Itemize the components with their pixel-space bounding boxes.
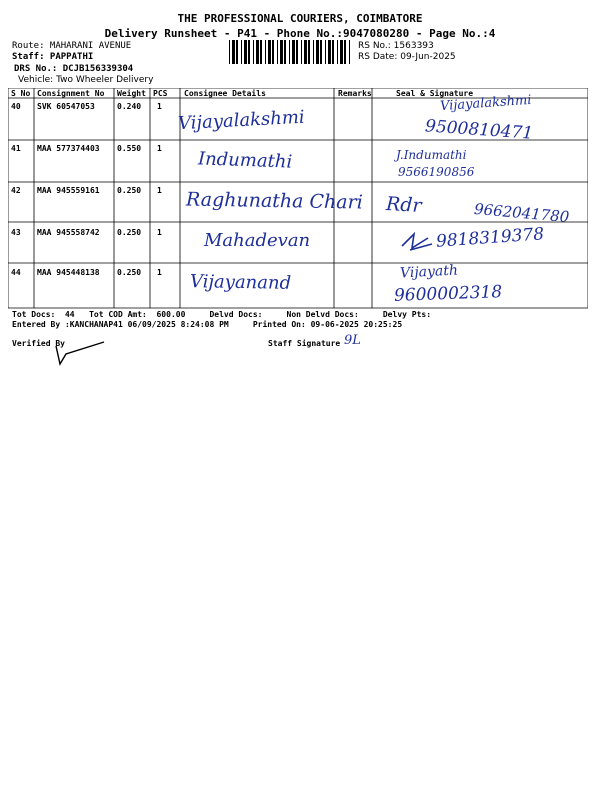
barcode-bar — [272, 40, 274, 64]
column-header-pcs: PCS — [153, 89, 168, 98]
row-weight: 0.550 — [117, 144, 142, 153]
barcode-bar — [328, 40, 331, 64]
barcode-bar — [316, 40, 319, 64]
barcode-bar — [268, 40, 271, 64]
phone-handwriting: 9662041780 — [473, 199, 571, 227]
barcode-bar — [232, 40, 235, 64]
row-pcs: 1 — [157, 228, 162, 237]
barcode-bar — [320, 40, 322, 64]
barcode-bar — [241, 40, 242, 64]
signature-handwriting: 9818319378 — [435, 224, 545, 252]
signature-handwriting: Vijayalakshmi — [439, 92, 532, 115]
barcode-bar — [244, 40, 247, 64]
row-sno: 41 — [11, 144, 21, 153]
signature-handwriting: J.Indumathi — [396, 148, 467, 162]
phone-handwriting: 9500810471 — [424, 116, 534, 144]
column-header-weight: Weight — [117, 89, 146, 98]
signature-handwriting: Vijayath — [399, 262, 459, 282]
column-header-signature: Seal & Signature — [396, 89, 474, 98]
row-consignment: SVK 60547053 — [37, 102, 95, 111]
drs-number-label: DRS No.: DCJB156339304 — [14, 64, 134, 74]
barcode-bar — [256, 40, 259, 64]
barcode-bar — [280, 40, 283, 64]
barcode-bar — [229, 40, 230, 64]
document-subtitle: Delivery Runsheet - P41 - Phone No.:9047080280 - Page No.:4 — [104, 27, 496, 40]
row-pcs: 1 — [157, 144, 162, 153]
row-sno: 43 — [11, 228, 21, 237]
barcode-bar — [265, 40, 266, 64]
barcode-bar — [332, 40, 334, 64]
column-header-consignment: Consignment No — [37, 89, 105, 98]
barcode-bar — [337, 40, 338, 64]
row-pcs: 1 — [157, 102, 162, 111]
barcode-bar — [260, 40, 262, 64]
barcode-bar — [308, 40, 310, 64]
column-header-sno: S No — [11, 89, 31, 98]
verified-signature-scribble — [54, 336, 110, 366]
barcode-bar — [292, 40, 295, 64]
consignee-handwriting: Raghunatha Chari — [185, 188, 363, 214]
verified-by-label: Verified By — [12, 339, 65, 348]
barcode-bar — [296, 40, 298, 64]
column-header-consignee: Consignee Details — [184, 89, 266, 98]
phone-handwriting: 9566190856 — [398, 165, 475, 179]
barcode-bar — [325, 40, 326, 64]
row-weight: 0.250 — [117, 268, 142, 277]
consignee-handwriting: Mahadevan — [204, 230, 311, 251]
barcode-bar — [289, 40, 290, 64]
row-weight: 0.250 — [117, 228, 142, 237]
signature-handwriting: Rdr — [385, 193, 423, 217]
consignee-handwriting: Vijayalakshmi — [177, 106, 306, 135]
row-pcs: 1 — [157, 186, 162, 195]
route-label: Route: MAHARANI AVENUE — [12, 41, 132, 51]
rs-date-label: RS Date: 09-Jun-2025 — [358, 52, 456, 62]
row-sno: 40 — [11, 102, 21, 111]
row-consignment: MAA 577374403 — [37, 144, 100, 153]
staff-label: Staff: PAPPATHI — [12, 52, 94, 62]
barcode-image — [229, 40, 352, 64]
row-pcs: 1 — [157, 268, 162, 277]
document-title: THE PROFESSIONAL COURIERS, COIMBATORE — [177, 12, 423, 25]
rs-number-label: RS No.: 1563393 — [358, 41, 434, 51]
signature-scribble — [398, 228, 438, 256]
barcode-bar — [301, 40, 302, 64]
totals-summary: Tot Docs: 44 Tot COD Amt: 600.00 Delvd Docs: Non Delvd Docs: Delvy Pts: — [12, 310, 432, 319]
column-header-remarks: Remarks — [338, 89, 372, 98]
row-consignment: MAA 945559161 — [37, 186, 100, 195]
consignee-handwriting: Vijayanand — [189, 271, 292, 294]
row-weight: 0.240 — [117, 102, 142, 111]
row-weight: 0.250 — [117, 186, 142, 195]
staff-signature-handwriting: 9L — [344, 333, 361, 348]
barcode-bar — [340, 40, 343, 64]
barcode-bar — [248, 40, 250, 64]
barcode-bar — [253, 40, 254, 64]
staff-signature-label: Staff Signature — [268, 339, 341, 348]
barcode-bar — [277, 40, 278, 64]
barcode-bar — [236, 40, 238, 64]
vehicle-label: Vehicle: Two Wheeler Delivery — [18, 75, 154, 85]
row-sno: 44 — [11, 268, 21, 277]
barcode-bar — [313, 40, 314, 64]
phone-handwriting: 9600002318 — [393, 282, 503, 306]
barcode-bar — [344, 40, 346, 64]
barcode-bar — [349, 40, 350, 64]
consignee-handwriting: Indumathi — [197, 148, 293, 173]
row-sno: 42 — [11, 186, 21, 195]
row-consignment: MAA 945448138 — [37, 268, 100, 277]
barcode-bar — [304, 40, 307, 64]
barcode-bar — [284, 40, 286, 64]
entry-print-info: Entered By :KANCHANAP41 06/09/2025 8:24:08 PM Printed On: 09-06-2025 20:25:25 — [12, 320, 403, 329]
row-consignment: MAA 945558742 — [37, 228, 100, 237]
